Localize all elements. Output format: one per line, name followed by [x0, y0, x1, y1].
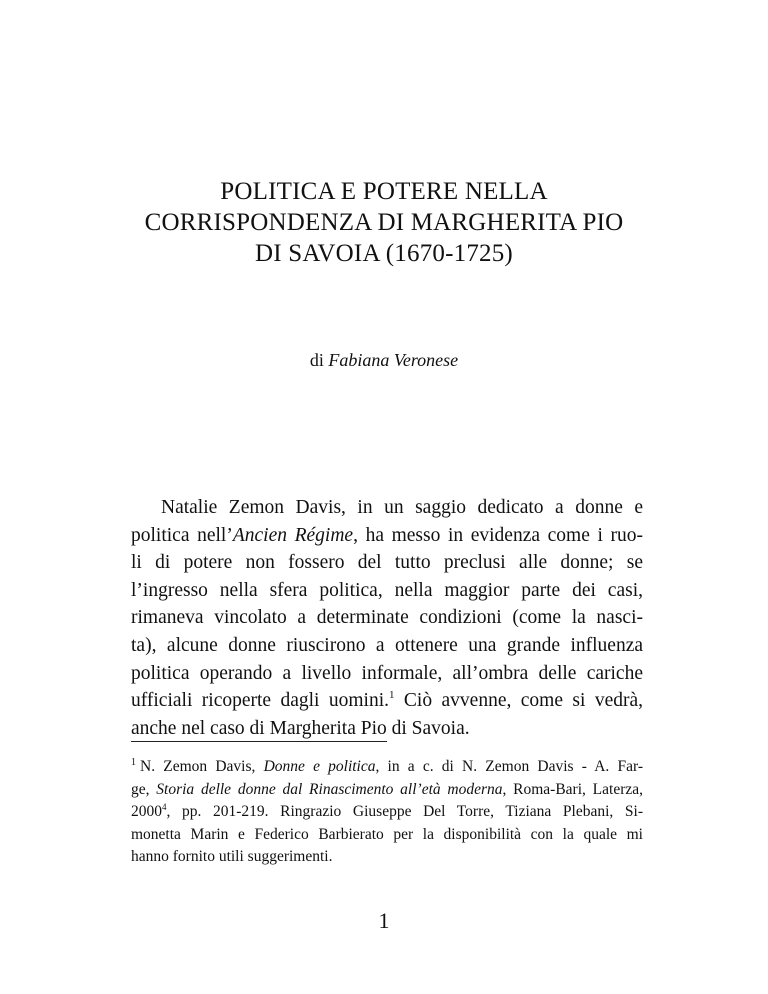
body-text-span: , ha messo in evidenza come i ruo-: [353, 524, 643, 546]
title-line-3: DI SAVOIA (1670-1725): [255, 240, 513, 267]
footnote-line: [131, 779, 643, 802]
footnote-text-span: ge,: [131, 780, 157, 798]
body-text-span: politica nell’: [131, 524, 233, 546]
body-line: li di potere non fossero del tutto preclusi alle donne; se: [131, 552, 643, 574]
byline-prefix: di: [309, 350, 324, 370]
body-paragraph: [131, 494, 643, 742]
body-line: politica operando a livello informale, all’ombra delle cariche: [131, 662, 643, 684]
footnote-text-span: 2000: [131, 803, 162, 821]
body-line: anche nel caso di Margherita Pio di Savoia.: [131, 717, 470, 739]
footnote-marker: 1: [131, 757, 136, 768]
title-line-1: POLITICA E POTERE NELLA: [220, 178, 548, 205]
body-text-span: ufficiali ricoperte dagli uomini.: [131, 690, 390, 712]
body-line: ta), alcune donne riuscirono a ottenere una grande influenza: [131, 634, 643, 656]
author-byline: [0, 349, 768, 371]
footnote-line: [131, 801, 643, 824]
footnote-reference[interactable]: 1: [389, 689, 395, 702]
footnote-text-span: , Roma-Bari, Laterza,: [502, 780, 643, 798]
italic-title: Storia delle donne dal Rinascimento all’età moderna: [156, 780, 503, 798]
italic-term: Ancien Régime: [232, 524, 354, 546]
footnote-line: monetta Marin e Federico Barbierato per la disponibilità con la quale mi: [131, 825, 643, 843]
footnote-line: hanno fornito utili suggerimenti.: [131, 848, 333, 866]
title-line-2: CORRISPONDENZA DI MARGHERITA PIO: [144, 209, 624, 236]
body-line: [131, 687, 643, 715]
footnote-divider: [131, 741, 387, 742]
body-line: Natalie Zemon Davis, in un saggio dedicato a donne e: [161, 497, 643, 518]
body-line: rimaneva vincolato a determinate condizioni (come la nasci-: [131, 607, 643, 629]
footnote-text-span: , pp. 201-219. Ringrazio Giuseppe Del Torre, Tiziana Plebani, Si-: [166, 803, 643, 821]
edition-superscript: 4: [162, 802, 167, 813]
body-text-span: Ciò avvenne, come si vedrà,: [394, 690, 643, 712]
body-line: l’ingresso nella sfera politica, nella maggior parte dei casi,: [131, 579, 643, 601]
body-line: [131, 522, 643, 550]
italic-title: Donne e politica: [263, 758, 376, 775]
article-title: [0, 176, 768, 269]
page-number: 1: [378, 908, 390, 933]
footnote: [131, 756, 643, 869]
footnote-line: [131, 756, 643, 779]
footnote-text-span: N. Zemon Davis,: [140, 758, 264, 775]
footnote-text-span: , in a c. di N. Zemon Davis - A. Far-: [375, 758, 643, 775]
author-name: Fabiana Veronese: [328, 350, 459, 370]
